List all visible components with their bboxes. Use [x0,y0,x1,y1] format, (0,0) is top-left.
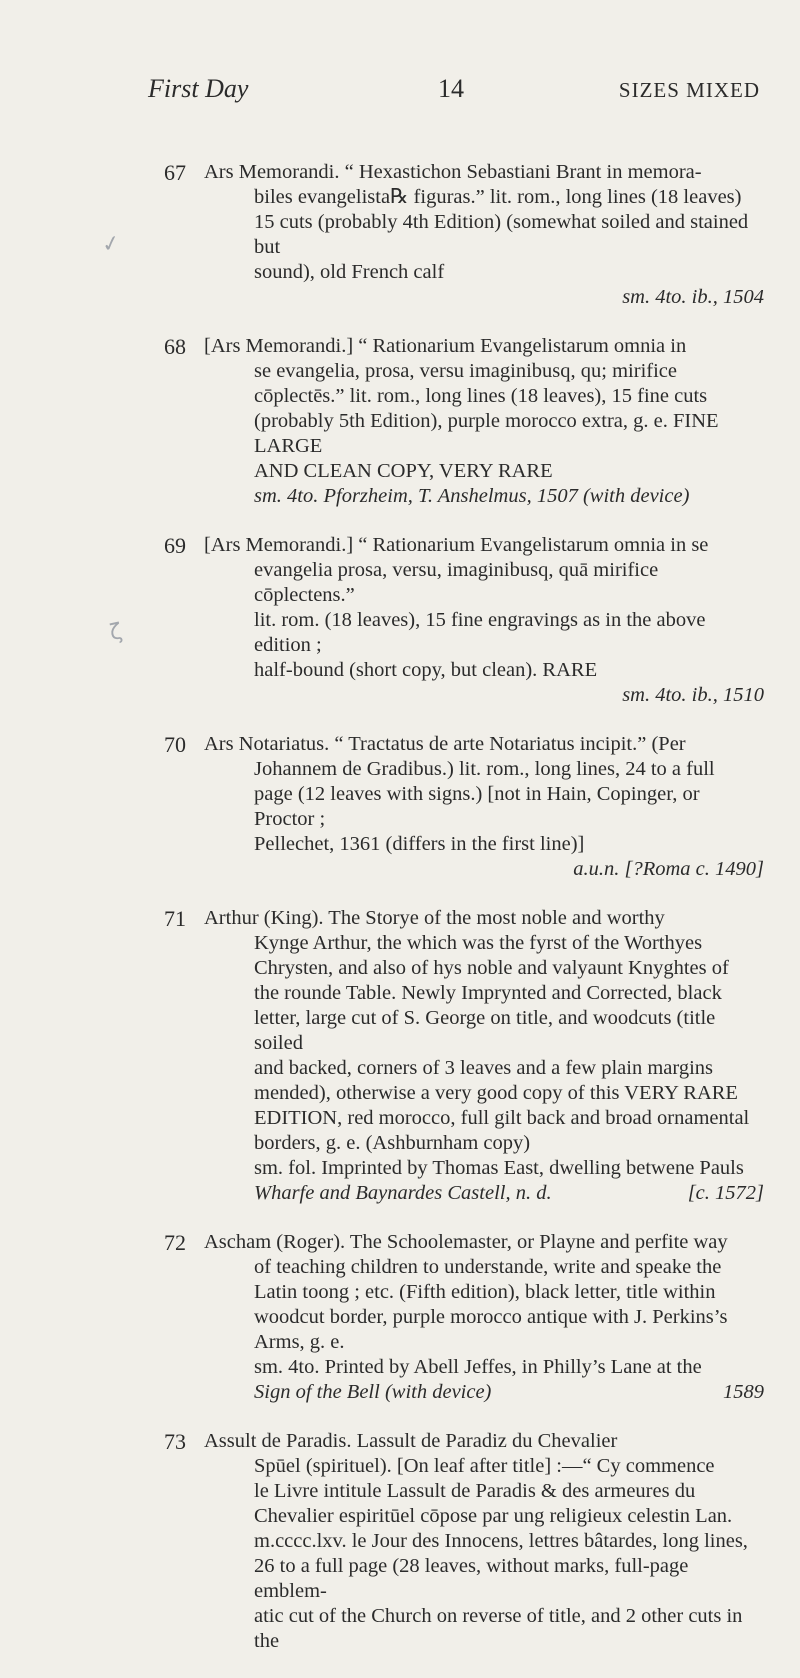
catalogue-entry [164,906,764,1206]
entry-line: biles evangelista℞ figuras.” lit. rom., long lines (18 leaves) [254,186,742,208]
lot-number: 73 [164,1429,186,1454]
entry-imprint [254,1380,764,1405]
entry-line: Pellechet, 1361 (differs in the first line)] [254,833,585,855]
entry-lead-line: Ars Notariatus. “ Tractatus de arte Notariatus incipit.” (Per [204,733,686,755]
entry-imprint [254,484,764,509]
imprint-date: 1589 [723,1381,764,1403]
imprint-date: a.u.n. [?Roma c. 1490] [573,858,764,880]
entry-line: woodcut border, purple morocco antique with J. Perkins’s [254,1306,728,1328]
entry-lead-line: Arthur (King). The Storye of the most noble and worthy [204,907,665,929]
catalogue-entry [164,732,764,882]
entry-line: borders, g. e. (Ashburnham copy) [254,1132,531,1154]
entry-lead-line: Ars Memorandi. “ Hexastichon Sebastiani Brant in memora- [204,161,702,183]
entry-line: EDITION, red morocco, full gilt back and broad ornamental [254,1107,750,1129]
entry-line: Johannem de Gradibus.) lit. rom., long lines, 24 to a full [254,758,715,780]
imprint-date: sm. 4to. ib., 1504 [622,286,764,308]
entry-imprint [254,285,764,310]
imprint-date: [c. 1572] [687,1182,764,1204]
entry-line: cōplectēs.” lit. rom., long lines (18 leaves), 15 fine cuts [254,385,708,407]
imprint-date: sm. 4to. ib., 1510 [622,684,764,706]
entry-line: of teaching children to understande, write and speake the [254,1256,722,1278]
entry-line: Chrysten, and also of hys noble and valyaunt Knyghtes of [254,957,729,979]
entry-line: le Livre intitule Lassult de Paradis & des armeures du [254,1480,696,1502]
entry-line: sound), old French calf [254,261,445,283]
entry-line: page (12 leaves with signs.) [not in Hain, Copinger, or Proctor ; [254,783,700,830]
entry-line: m.cccc.lxv. le Jour des Innocens, lettres bâtardes, long lines, [254,1530,748,1552]
section-label: SIZES MIXED [618,78,760,102]
lot-number: 72 [164,1230,186,1255]
day-label: First Day [148,74,249,103]
lot-number: 67 [164,160,186,185]
entry-line: Spūel (spirituel). [On leaf after title] :—“ Cy commence [254,1455,715,1477]
entry-imprint [254,1181,764,1206]
lot-number: 69 [164,533,186,558]
entry-body [254,757,764,857]
entry-body [254,185,764,285]
entry-line: evangelia prosa, versu, imaginibusq, quā mirifice cōplectens.” [254,559,659,606]
catalogue-entry [164,1429,764,1654]
lot-number: 70 [164,732,186,757]
entry-line: sm. fol. Imprinted by Thomas East, dwelling betwene Pauls [254,1157,744,1179]
entry-imprint [254,683,764,708]
entry-lead-line: [Ars Memorandi.] “ Rationarium Evangelistarum omnia in [204,335,687,357]
entry-body [254,359,764,484]
entry-line: half-bound (short copy, but clean). RARE [254,659,598,681]
entry-line: se evangelia, prosa, versu imaginibusq, qu; mirifice [254,360,677,382]
entry-lead-line: Assult de Paradis. Lassult de Paradiz du Chevalier [204,1430,618,1452]
catalogue-entries [164,160,764,1678]
entry-line: lit. rom. (18 leaves), 15 fine engravings as in the above edition ; [254,609,706,656]
entry-line: and backed, corners of 3 leaves and a few plain margins [254,1057,713,1079]
entry-line: the rounde Table. Newly Imprynted and Corrected, black [254,982,722,1004]
catalogue-entry [164,160,764,310]
catalogue-entry [164,533,764,708]
entry-lead-line: [Ars Memorandi.] “ Rationarium Evangelistarum omnia in se [204,534,709,556]
entry-line: Chevalier espiritūel cōpose par ung religieux celestin Lan. [254,1505,733,1527]
entry-line: letter, large cut of S. George on title, and woodcuts (title soiled [254,1007,716,1054]
entry-line: atic cut of the Church on reverse of title, and 2 other cuts in the [254,1605,743,1652]
entry-line: Kynge Arthur, the which was the fyrst of the Worthyes [254,932,703,954]
imprint-text: Sign of the Bell (with device) [254,1381,492,1403]
entry-line: (probably 5th Edition), purple morocco extra, g. e. FINE LARGE [254,410,719,457]
lot-number: 68 [164,334,186,359]
entry-lead-line: Ascham (Roger). The Schoolemaster, or Playne and perfite way [204,1231,728,1253]
catalogue-entry [164,334,764,509]
catalogue-entry [164,1230,764,1405]
imprint-text: sm. 4to. Pforzheim, T. Anshelmus, 1507 (with device) [254,485,690,507]
entry-body [254,931,764,1181]
running-header [148,74,760,114]
entry-line: mended), otherwise a very good copy of this VERY RARE [254,1082,738,1104]
entry-line: 26 to a full page (28 leaves, without marks, full-page emblem- [254,1555,689,1602]
entry-line: AND CLEAN COPY, VERY RARE [254,460,553,482]
page-number: 14 [438,74,464,103]
entry-line: 15 cuts (probably 4th Edition) (somewhat soiled and stained but [254,211,749,258]
entry-body [254,1454,764,1654]
pencil-mark: ✓ [99,230,123,259]
imprint-text: Wharfe and Baynardes Castell, n. d. [254,1182,552,1204]
pencil-mark: ζ [107,619,125,646]
lot-number: 71 [164,906,186,931]
entry-body [254,558,764,683]
entry-body [254,1255,764,1380]
entry-line: Latin toong ; etc. (Fifth edition), black letter, title within [254,1281,716,1303]
entry-line: sm. 4to. Printed by Abell Jeffes, in Philly’s Lane at the [254,1356,702,1378]
entry-line: Arms, g. e. [254,1331,345,1353]
entry-imprint [254,857,764,882]
